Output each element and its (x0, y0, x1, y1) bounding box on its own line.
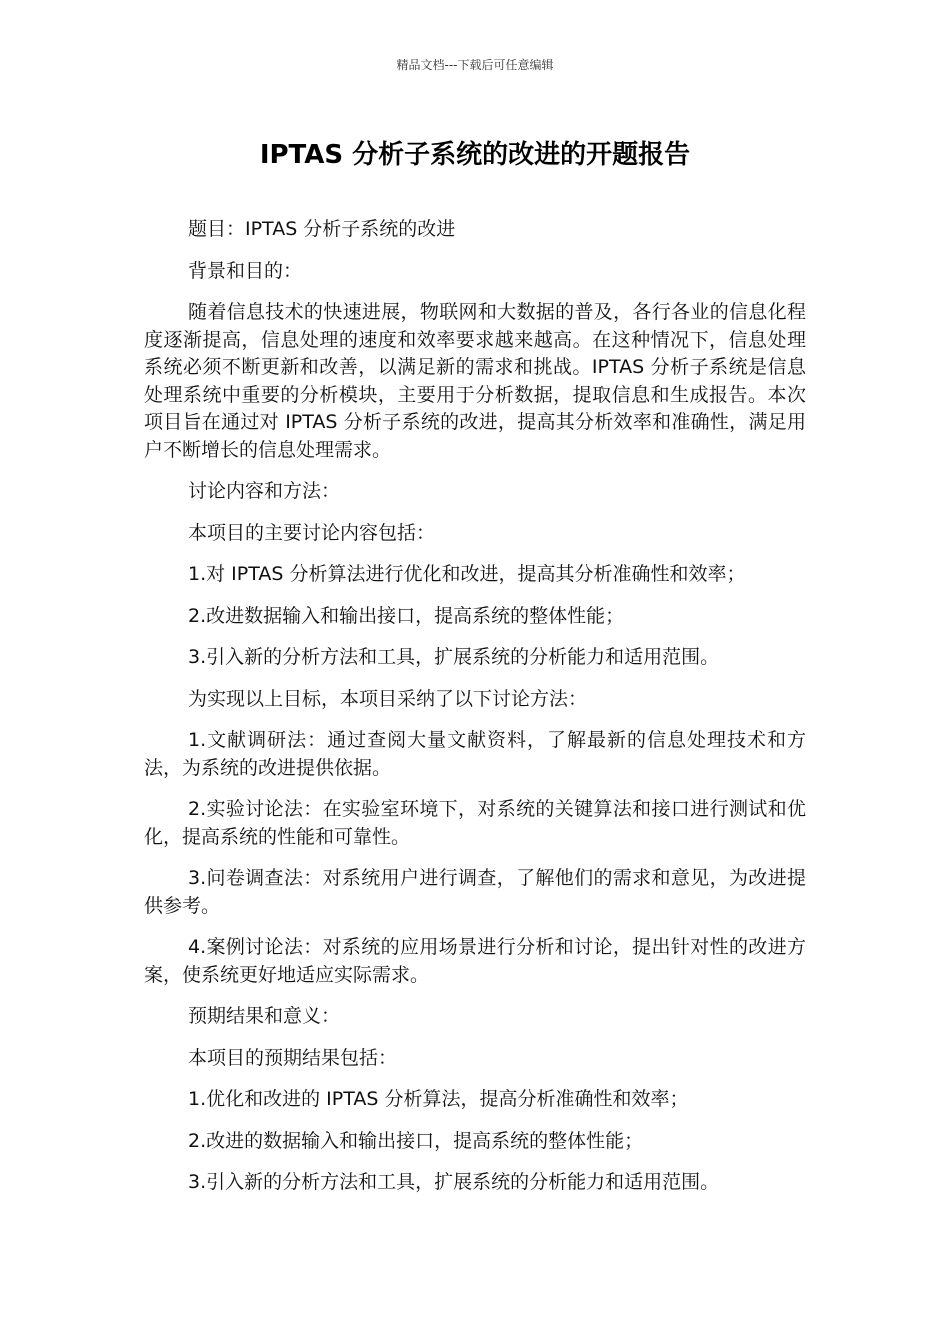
document-title: IPTAS 分析子系统的改进的开题报告 (259, 140, 691, 170)
document-body (144, 216, 806, 1211)
paragraph-method-2: 2.实验讨论法：在实验室环境下，对系统的关键算法和接口进行测试和优化，提高系统的性能和可靠性。 (144, 798, 806, 848)
paragraph-method-3: 3.问卷调查法：对系统用户进行调查，了解他们的需求和意见，为改进提供参考。 (144, 867, 806, 917)
paragraph-topic: 题目：IPTAS 分析子系统的改进 (188, 218, 456, 240)
paragraph-result-2: 2.改进的数据输入和输出接口，提高系统的整体性能； (188, 1129, 644, 1152)
paragraph-background: 随着信息技术的快速进展，物联网和大数据的普及，各行各业的信息化程度逐渐提高，信息处理的速度和效率要求越来越高。在这种情况下，信息处理系统必须不断更新和改善，以满足新的需求和挑战。IPTAS 分析子系统是信息处理系统中重要的分析模块，主要用于分析数据，提取信息和生成报告。本次项目旨在通过对 IPTAS 分析子系统的改进，提高其分析效率和准确性，满足用户不断增长的信息处理需求。 (144, 301, 806, 461)
paragraph-content-item-1: 1.对 IPTAS 分析算法进行优化和改进，提高其分析准确性和效率； (188, 563, 746, 585)
paragraph-background-heading: 背景和目的： (188, 259, 303, 282)
paragraph-method-4: 4.案例讨论法：对系统的应用场景进行分析和讨论，提出针对性的改进方案，使系统更好地适应实际需求。 (144, 936, 806, 986)
paragraph-content-item-3: 3.引入新的分析方法和工具，扩展系统的分析能力和适用范围。 (188, 646, 720, 668)
paragraph-content-item-2: 2.改进数据输入和输出接口，提高系统的整体性能； (188, 604, 625, 627)
header-note: 精品文档---下载后可任意编辑 (396, 58, 554, 72)
paragraph-methods-intro: 为实现以上目标，本项目采纳了以下讨论方法： (188, 687, 588, 710)
paragraph-results-heading: 预期结果和意义： (188, 1005, 341, 1027)
paragraph-method-1: 1.文献调研法：通过查阅大量文献资料，了解最新的信息处理技术和方法，为系统的改进提供依据。 (144, 729, 806, 779)
paragraph-methods-heading: 讨论内容和方法： (188, 480, 341, 502)
paragraph-result-1: 1.优化和改进的 IPTAS 分析算法，提高分析准确性和效率； (188, 1088, 689, 1110)
paragraph-results-intro: 本项目的预期结果包括： (188, 1046, 398, 1069)
paragraph-result-3: 3.引入新的分析方法和工具，扩展系统的分析能力和适用范围。 (188, 1171, 720, 1193)
paragraph-content-intro: 本项目的主要讨论内容包括： (188, 521, 436, 544)
